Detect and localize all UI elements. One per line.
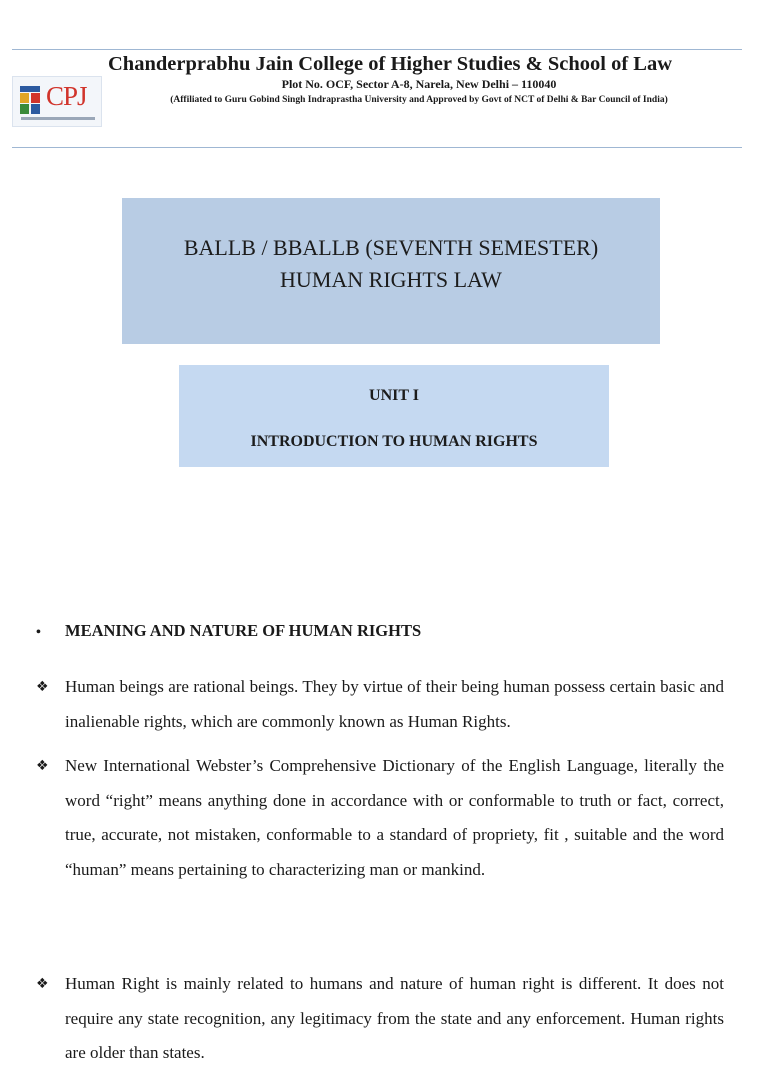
- section-heading-text: MEANING AND NATURE OF HUMAN RIGHTS: [65, 621, 422, 640]
- bullet-icon: •: [36, 625, 41, 640]
- college-name: Chanderprabhu Jain College of Higher Studies & School of Law: [108, 53, 673, 75]
- paragraph-text: Human beings are rational beings. They by virtue of their being human possess certain basic and inalienable rights, which are commonly known as Human Rights.: [65, 677, 724, 731]
- subject-name: HUMAN RIGHTS LAW: [280, 267, 502, 292]
- course-title-box: [122, 198, 660, 344]
- paragraph-text: New International Webster’s Comprehensive Dictionary of the English Language, literally the word “right” means anything done in accordance with or conformable to truth or fact, correct, true, accurate, not mistaken, conformable to a standard of propriety, fit , suitable and the word “human” means pertaining to characterizing man or mankind.: [65, 756, 724, 879]
- course-name: BALLB / BBALLB (SEVENTH SEMESTER): [183, 235, 599, 260]
- unit-number: UNIT I: [369, 387, 419, 404]
- diamond-bullet-icon: ❖: [36, 976, 49, 992]
- diamond-bullet-icon: ❖: [36, 758, 49, 774]
- logo-tagline: [21, 117, 95, 120]
- college-affiliation: (Affiliated to Guru Gobind Singh Indraprastha University and Approved by Govt of NCT of Delhi & Bar Council of India): [170, 95, 668, 105]
- college-address: Plot No. OCF, Sector A-8, Narela, New Delhi – 110040: [281, 77, 557, 91]
- paragraph-item: [36, 749, 724, 887]
- college-logo: [12, 76, 102, 127]
- college-emblem-icon: [19, 85, 41, 115]
- paragraph-text: Human Right is mainly related to humans and nature of human right is different. It does not require any state recognition, any legitimacy from the state and any enforcement. Human rights are older than states.: [65, 974, 724, 1062]
- paragraph-item: [36, 670, 724, 739]
- logo-text: CPJ: [46, 81, 87, 111]
- paragraph-item: [36, 967, 724, 1071]
- diamond-bullet-icon: ❖: [36, 679, 49, 695]
- section-heading: [36, 619, 736, 645]
- header-bottom-rule: [12, 147, 742, 148]
- unit-title-box: [179, 365, 609, 467]
- unit-title: INTRODUCTION TO HUMAN RIGHTS: [250, 433, 538, 450]
